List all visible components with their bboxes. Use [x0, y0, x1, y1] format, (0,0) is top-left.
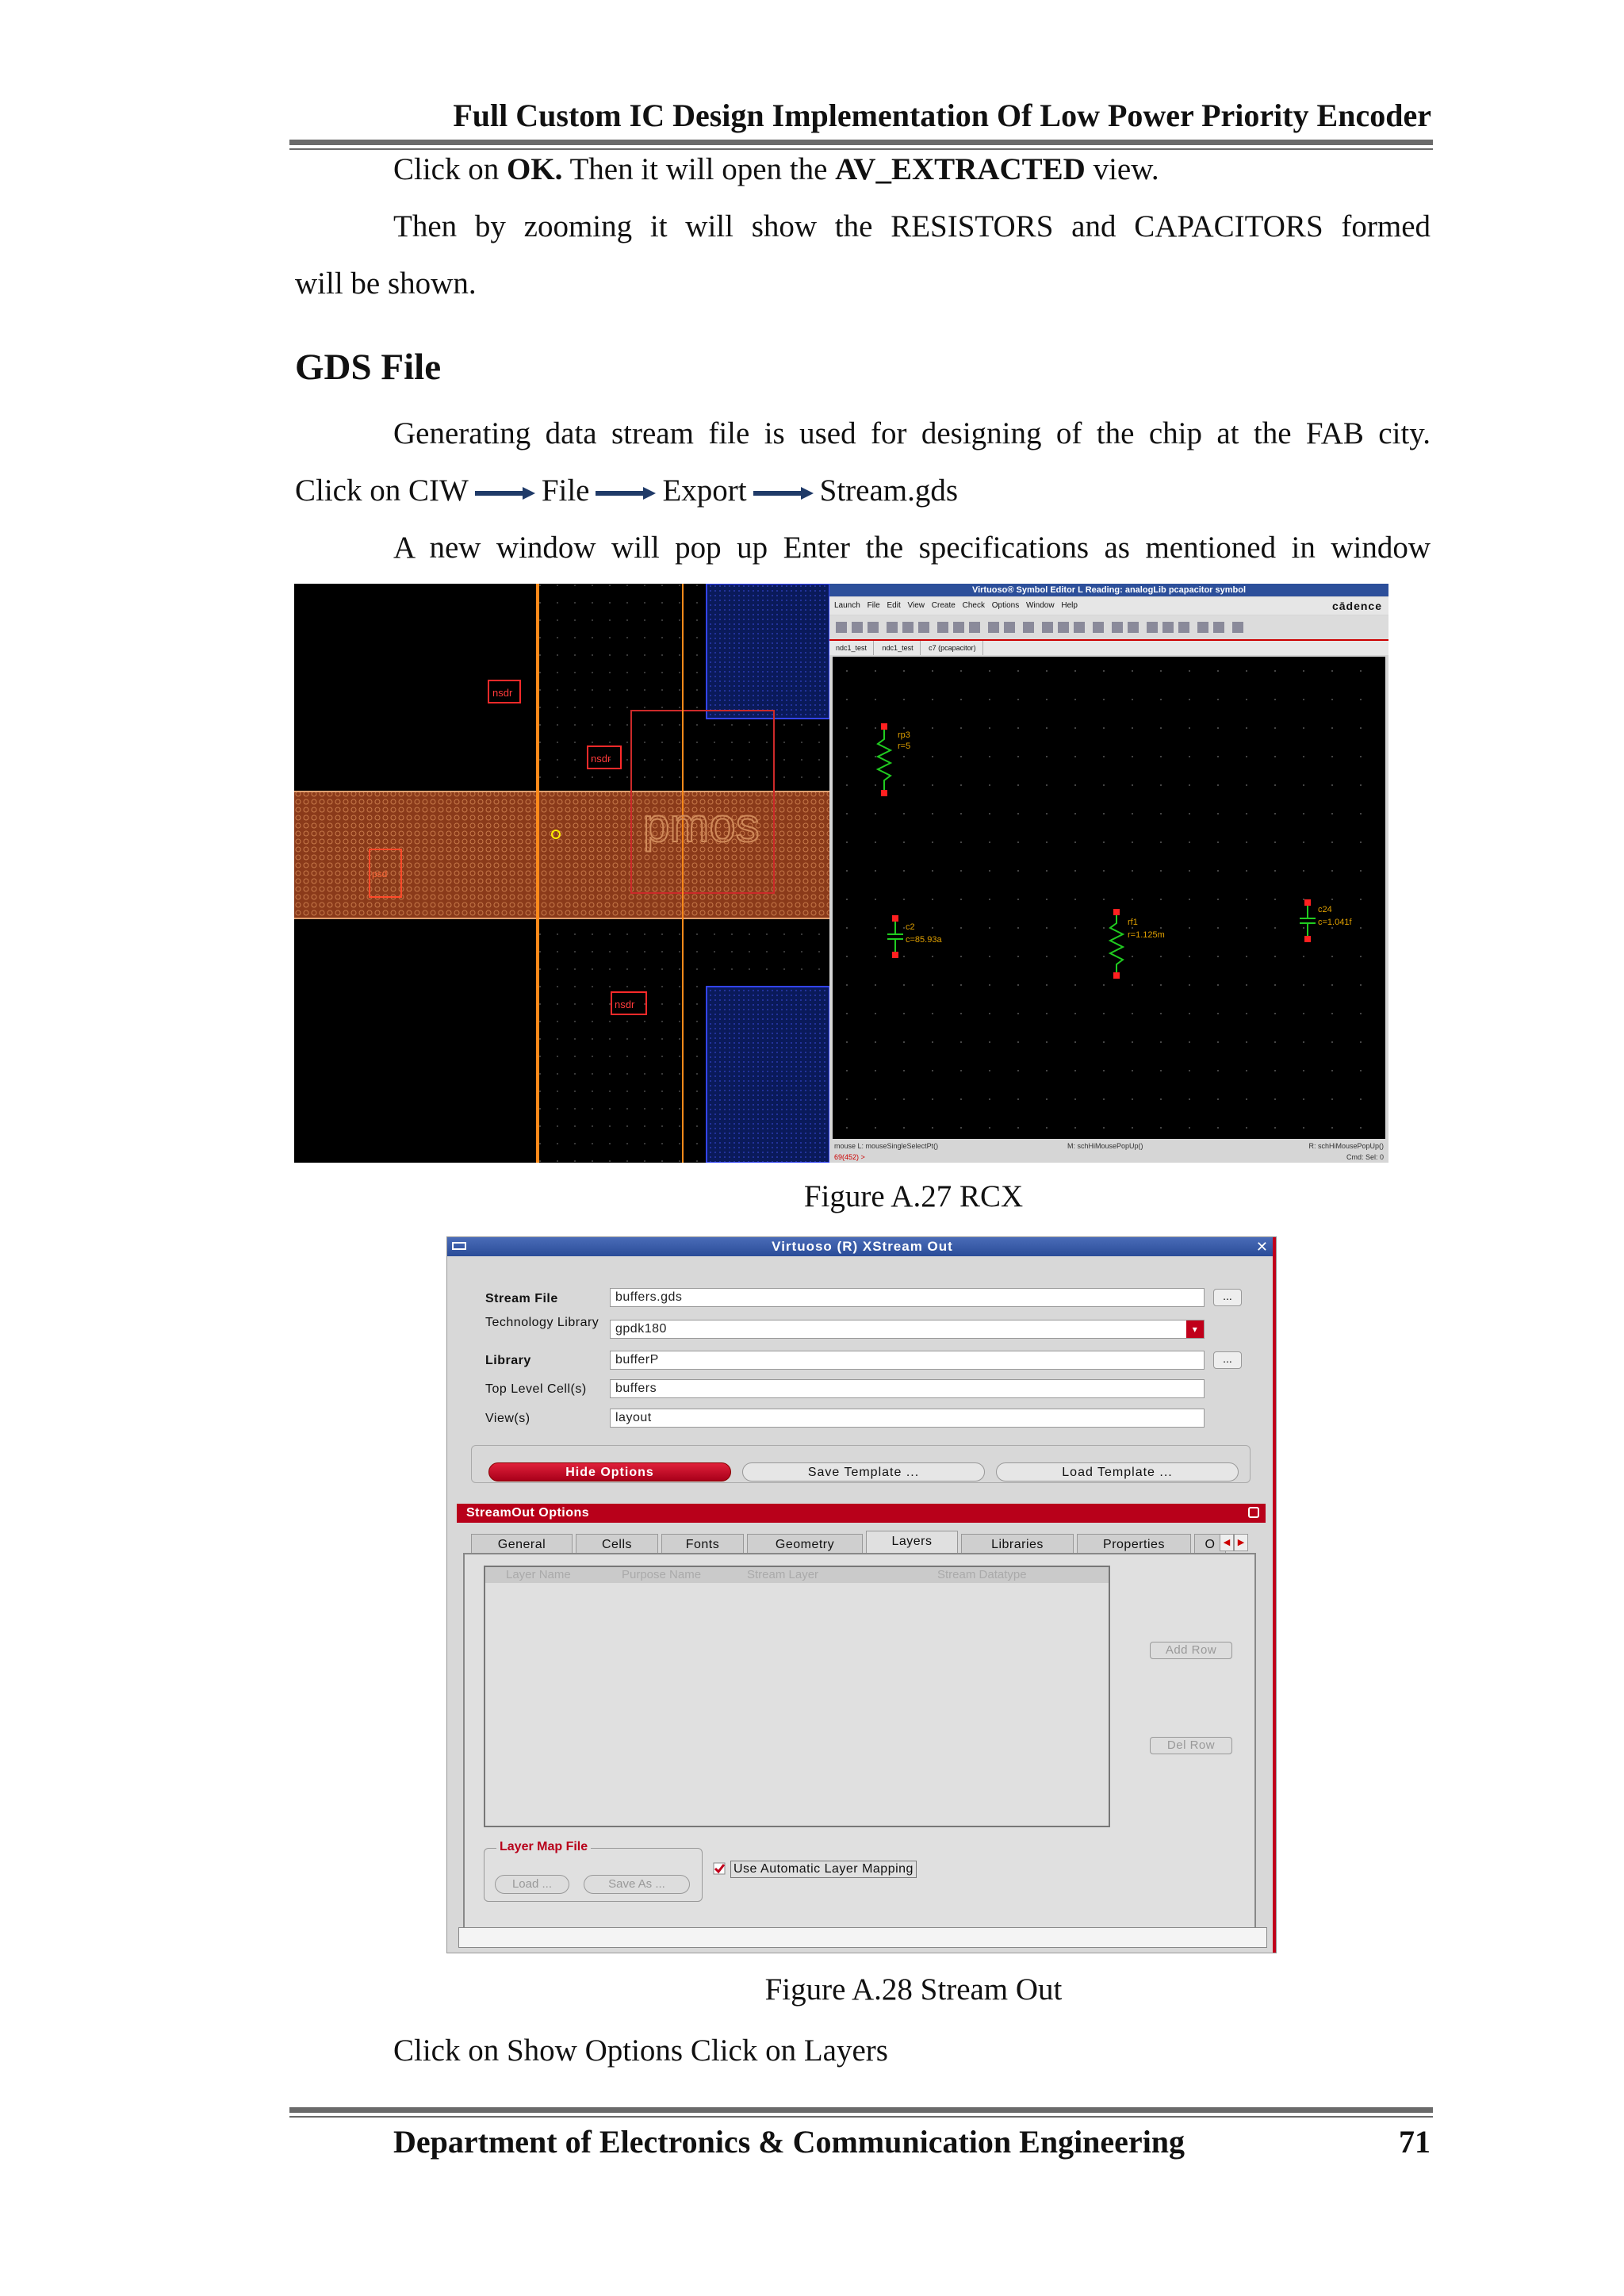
menu-item[interactable]: View	[907, 601, 925, 610]
closing-instruction: Click on Show Options Click on Layers	[393, 2033, 888, 2068]
menu-item[interactable]: Launch	[834, 601, 860, 610]
status-left: mouse L: mouseSingleSelectPt()	[834, 1142, 939, 1150]
library-input[interactable]: bufferP	[610, 1351, 1205, 1370]
auto-mapping-label[interactable]: Use Automatic Layer Mapping	[730, 1861, 917, 1878]
window-menu-icon[interactable]	[452, 1242, 466, 1250]
cadence-logo: cādence	[1331, 600, 1382, 612]
layout-label: psd	[372, 868, 388, 880]
menu-item[interactable]: File	[867, 601, 880, 610]
views-label: View(s)	[485, 1412, 530, 1425]
tab-overflow[interactable]: O	[1194, 1534, 1226, 1554]
layout-view	[294, 584, 829, 1163]
editor-tab[interactable]: c7 (pcapacitor)	[922, 641, 983, 655]
tab-general[interactable]: General	[471, 1534, 573, 1554]
component-name: c2	[906, 922, 915, 932]
library-label: Library	[485, 1354, 531, 1367]
section-paragraph-1: Generating data stream file is used for designing of the chip at the FAB city.	[393, 416, 1431, 450]
load-template-button[interactable]: Load Template ...	[996, 1462, 1239, 1481]
component-value: c=1.041f	[1318, 918, 1352, 927]
toolbar-icons	[829, 615, 1388, 639]
editor-toolbar	[829, 615, 1388, 641]
arrow-right-icon	[596, 487, 656, 500]
tab-properties[interactable]: Properties	[1077, 1534, 1191, 1554]
tab-geometry[interactable]: Geometry	[747, 1534, 863, 1554]
section-paragraph-2: A new window will pop up Enter the specifications as mentioned in window	[393, 531, 1431, 565]
auto-mapping-checkbox[interactable]	[713, 1862, 726, 1875]
layer-table[interactable]	[484, 1566, 1110, 1827]
del-row-button[interactable]: Del Row	[1150, 1737, 1232, 1754]
menu-path-step: Click on CIW	[295, 473, 469, 508]
menu-item[interactable]: Edit	[887, 601, 901, 610]
section-heading: GDS File	[295, 347, 442, 388]
tab-cells[interactable]: Cells	[576, 1534, 658, 1554]
dialog-edge-accent	[1273, 1237, 1276, 1953]
menu-item[interactable]: Check	[962, 601, 985, 610]
figure-rcx-screenshot	[294, 584, 1388, 1163]
symbol-editor-window	[829, 584, 1388, 1163]
menu-path-step: Export	[662, 473, 747, 508]
layout-label: nsdr	[615, 999, 635, 1010]
component-name: rp3	[898, 730, 910, 740]
editor-title: Virtuoso® Symbol Editor L Reading: analogLib pcapacitor symbol	[829, 584, 1388, 596]
intro-line-2: Then by zooming it will show the RESISTORS and CAPACITORS formed	[393, 209, 1431, 243]
ok-word: OK.	[507, 152, 563, 186]
dropdown-arrow-icon[interactable]: ▾	[1186, 1320, 1204, 1338]
component-name: rf1	[1128, 918, 1138, 927]
running-header: Full Custom IC Design Implementation Of Low Power Priority Encoder	[453, 98, 1431, 133]
menu-item[interactable]: Help	[1061, 601, 1078, 610]
figure-1-caption: Figure A.27 RCX	[803, 1179, 1024, 1213]
browse-stream-file-button[interactable]: ...	[1213, 1289, 1242, 1306]
status-right: R: schHiMousePopUp()	[1308, 1142, 1384, 1150]
av-extracted-word: AV_EXTRACTED	[835, 152, 1086, 186]
command-status: Cmd: Sel: 0	[1346, 1153, 1384, 1161]
menu-item[interactable]: Create	[931, 601, 956, 610]
component-value: c=85.93a	[906, 935, 942, 945]
detach-icon[interactable]	[1248, 1507, 1259, 1518]
schematic-canvas[interactable]	[833, 657, 1385, 1139]
top-level-cells-label: Top Level Cell(s)	[485, 1382, 587, 1396]
load-layer-map-button[interactable]: Load ...	[495, 1875, 569, 1894]
component-value: r=1.125m	[1128, 930, 1165, 940]
component-value: r=5	[898, 742, 911, 751]
intro-line-1: Click on OK. Then it will open the AV_EXTRACTED view.	[393, 152, 1159, 186]
menu-path	[295, 462, 1431, 519]
column-header[interactable]: Layer Name	[506, 1568, 571, 1581]
technology-library-label: Technology Library	[485, 1316, 599, 1329]
layer-map-title: Layer Map File	[496, 1840, 591, 1854]
technology-library-select[interactable]: gpdk180 ▾	[610, 1320, 1205, 1339]
footer-rule-thin	[289, 2116, 1433, 2118]
menu-path-step: Stream.gds	[819, 473, 959, 508]
streamout-options-bar: StreamOut Options	[457, 1504, 1266, 1523]
editor-tabs	[829, 641, 1388, 655]
tab-scroll-left-icon[interactable]: ◀	[1220, 1534, 1234, 1551]
save-template-button[interactable]: Save Template ...	[742, 1462, 985, 1481]
editor-tab[interactable]: ndc1_test	[876, 641, 921, 655]
menu-path-step: File	[541, 473, 590, 508]
layer-table-header	[485, 1567, 1109, 1583]
menu-item[interactable]: Window	[1025, 601, 1055, 610]
editor-prompt-bar	[829, 1152, 1388, 1163]
component-name: c24	[1318, 905, 1332, 914]
add-row-button[interactable]: Add Row	[1150, 1642, 1232, 1659]
status-middle: M: schHiMousePopUp()	[1067, 1142, 1143, 1150]
menu-item[interactable]: Options	[991, 601, 1020, 610]
intro-line-3: will be shown.	[295, 266, 477, 301]
footer-department: Department of Electronics & Communication Engineering	[393, 2124, 1185, 2160]
footer-rule-thick	[289, 2107, 1433, 2113]
column-header[interactable]: Stream Layer	[747, 1568, 819, 1581]
figure-2-caption: Figure A.28 Stream Out	[764, 1972, 1063, 2007]
page-number: 71	[1399, 2124, 1431, 2160]
stream-file-input[interactable]: buffers.gds	[610, 1288, 1205, 1307]
editor-status-bar	[829, 1140, 1388, 1152]
column-header[interactable]: Stream Datatype	[937, 1568, 1027, 1581]
dialog-title: Virtuoso (R) XStream Out	[447, 1237, 1277, 1256]
tab-scroll-right-icon[interactable]: ▶	[1234, 1534, 1248, 1551]
editor-tab[interactable]: ndc1_test	[829, 641, 874, 655]
close-icon[interactable]: ✕	[1255, 1239, 1268, 1255]
tab-layers[interactable]: Layers	[866, 1531, 958, 1554]
column-header[interactable]: Purpose Name	[622, 1568, 702, 1581]
editor-menu-bar	[829, 597, 1388, 615]
save-as-layer-map-button[interactable]: Save As ...	[584, 1875, 690, 1894]
top-level-cells-input[interactable]: buffers	[610, 1379, 1205, 1398]
tab-fonts[interactable]: Fonts	[661, 1534, 744, 1554]
message-area	[458, 1927, 1267, 1948]
layout-label: nsdr	[492, 687, 513, 699]
xstream-out-dialog	[446, 1236, 1277, 1953]
hide-options-button[interactable]: Hide Options	[488, 1462, 731, 1481]
arrow-right-icon	[753, 487, 814, 500]
tab-libraries[interactable]: Libraries	[961, 1534, 1074, 1554]
layout-label: nsdr	[591, 753, 611, 765]
arrow-right-icon	[475, 487, 535, 500]
views-input[interactable]: layout	[610, 1409, 1205, 1428]
browse-library-button[interactable]: ...	[1213, 1351, 1242, 1369]
command-prompt[interactable]: 69(452) >	[834, 1153, 865, 1161]
parasitic-components	[833, 657, 1385, 1139]
layout-device-label: pmos	[643, 799, 760, 852]
stream-file-label: Stream File	[485, 1292, 558, 1305]
